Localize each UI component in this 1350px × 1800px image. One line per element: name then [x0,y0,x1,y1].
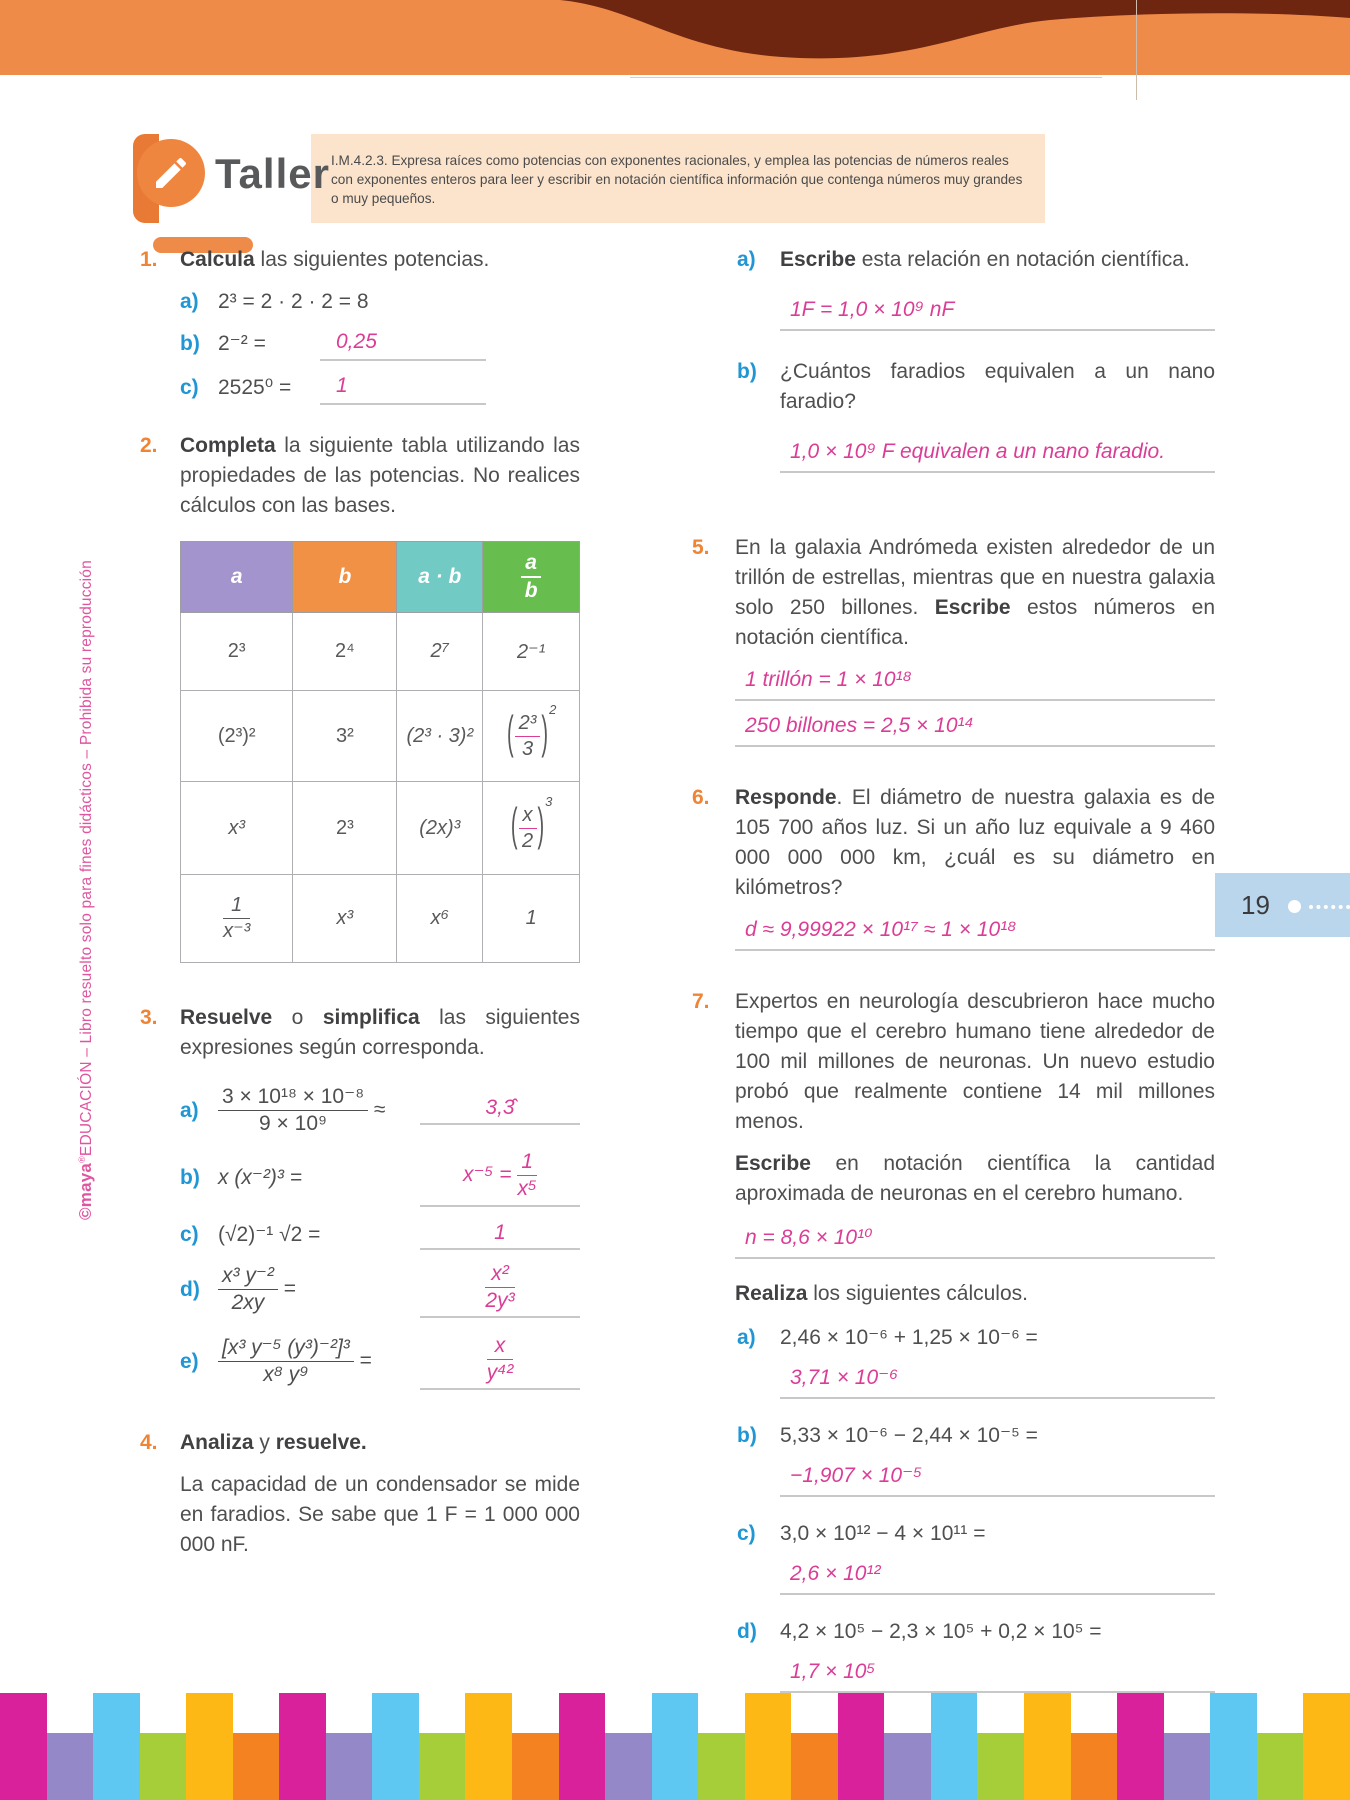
expression: (√2)⁻¹ √2 = [218,1223,321,1247]
item-label: d) [180,1277,200,1301]
footer-bar [326,1733,373,1800]
handwritten-answer: 3,3̂ [420,1096,580,1125]
exercise-3e [140,1334,580,1390]
page-number-tab [1215,873,1350,937]
cell-b: 3² [293,691,397,782]
title-verb: Analiza [180,1431,254,1455]
footer-bar [1164,1733,1211,1800]
footer-bar [1303,1693,1350,1800]
expression: 2³ = 2 · 2 · 2 = 8 [218,290,369,313]
page-number: 19 [1241,890,1270,920]
expression: 3,0 × 10¹² − 4 × 10¹¹ = [780,1522,986,1545]
exercise-1a [140,287,580,317]
item-label: b) [180,332,200,355]
exercise-7-body: Expertos en neurología descubrieron hace mucho tiempo que el cerebro humano tiene alrededor de 100 mil millones de neuronas. Un nuevo estudio probó que realmente contiene 14 mil millones menos. [735,990,1215,1133]
exercise-3-title: 3. Resuelve o simplifica las siguientes expresiones según corresponda. [140,1003,580,1063]
cell-a: (2³)² [181,691,293,782]
title-rest: las siguientes potencias. [254,248,490,271]
footer-bar [0,1693,47,1800]
footer-bar [465,1693,512,1800]
footer-bar [977,1733,1024,1800]
item-label: e) [180,1349,199,1373]
registered-mark: ® [76,1156,87,1163]
hairline-horizontal [630,77,1102,78]
cell-b: 2⁴ [293,613,397,691]
pencil-icon [137,139,205,207]
footer-bar [47,1733,94,1800]
exercise-3a [140,1085,580,1136]
item-label: c) [180,376,199,399]
handwritten-answer: d ≈ 9,99922 × 10¹⁷ ≈ 1 × 10¹⁸ [735,913,1215,951]
handwritten-answer: 1 trillón = 1 × 10¹⁸ [735,663,1215,701]
cell-ab-answer: 2⁷ [397,613,483,691]
footer-bar [186,1693,233,1800]
footer-bar [1210,1693,1257,1800]
cell-b: 2³ [293,782,397,875]
title-verb: Calcula [180,248,255,271]
table-header-row [181,542,580,613]
header-b: b [293,542,397,613]
cell-q-answer: ( $\frac{\text{2³}}{3}$ )$^2$ [483,691,580,782]
footer-bar [884,1733,931,1800]
copyright-text: EDUCACIÓN – Libro resuelto solo para fines didácticos – Prohibida su reproducción [78,560,95,1157]
footer-bar [791,1733,838,1800]
handwritten-answer: n = 8,6 × 10¹⁰ [735,1221,1215,1259]
footer-bar [745,1693,792,1800]
cell-ab-answer: (2x)³ [397,782,483,875]
exercise-5: 5. En la galaxia Andrómeda existen alrededor de un trillón de estrellas, mientras que en nuestra galaxia solo 250 billones. Escribe estos números en notación científica. [692,533,1215,653]
footer-bar [279,1693,326,1800]
footer-bar [605,1733,652,1800]
footer-bar [698,1733,745,1800]
badge-title: Taller [215,150,330,197]
badge-standard-box [311,134,1045,223]
exercise-3b [140,1150,580,1206]
cell-q-answer: 2⁻¹ [483,613,580,691]
item-label: b) [180,1166,200,1190]
exercise-4b [692,357,1215,417]
exercise-1c [140,371,580,405]
exercise-1b [140,327,580,361]
table-row [181,875,580,963]
footer-bar [1257,1733,1304,1800]
item-label: d) [737,1620,757,1643]
exercise-3c [140,1221,580,1250]
handwritten-answer: $\frac{\text{x²}}{\text{2y³}}$ [420,1262,580,1318]
handwritten-answer: 0,25 [320,327,486,361]
handwritten-answer: $\frac{x}{\text{y⁴²}}$ [420,1334,580,1390]
handwritten-answer: 1,7 × 10⁵ [780,1655,1215,1693]
cell-a: $\frac{1}{\text{x⁻³}}$ [181,875,293,963]
header-a-over-b: $\frac{a}{b}$ [483,542,580,613]
exercise-3d [140,1262,580,1318]
footer-bar [512,1733,559,1800]
item-label: a) [737,248,756,271]
title-verb-2: simplifica [322,1006,420,1029]
table-row [181,613,580,691]
footer-bar [419,1733,466,1800]
footer-bar [652,1693,699,1800]
table-row [181,691,580,782]
exercise-1-title [140,245,580,275]
exercise-number: 1. [140,248,158,271]
item-label: b) [737,1424,757,1447]
title-verb: Completa [180,434,276,457]
header-a: a [181,542,293,613]
calc-c [692,1519,1215,1549]
question-text: ¿Cuántos faradios equivalen a un nano faradio? [780,360,1215,413]
expression: $\frac{\text{3 × 10¹⁸ × 10⁻⁸}}{\text{9 × 10⁹}}$ ≈ [218,1085,420,1136]
handwritten-answer: 1 [320,371,486,405]
maya-logo: ©maya [76,1162,95,1220]
cell-q-answer: ( $\frac{x}{2}$ )$^3$ [483,782,580,875]
exercise-2-title [140,431,580,521]
expression: 4,2 × 10⁵ − 2,3 × 10⁵ + 0,2 × 10⁵ = [780,1620,1102,1643]
exercise-number: 4. [140,1431,158,1455]
right-column [692,245,1215,1693]
top-orange-band [0,0,1350,75]
footer-bar [372,1693,419,1800]
exercise-number: 2. [140,434,158,457]
item-label: a) [737,1326,756,1349]
expression: 2⁻² = [218,332,266,355]
exercise-6: 6. Responde. El diámetro de nuestra galaxia es de 105 700 años luz. Si un año luz equivale a 9 460 000 000 000 km, ¿cuál es su diámetro en kilómetros? [692,783,1215,903]
handwritten-answer: 1F = 1,0 × 10⁹ nF [780,293,1215,331]
footer-bar [140,1733,187,1800]
exercise-4-body: La capacidad de un condensador se mide en faradios. Se sabe que 1 F = 1 000 000 000 nF. [180,1473,580,1557]
handwritten-answer: 1,0 × 10⁹ F equivalen a un nano faradio. [780,435,1215,473]
cell-b: x³ [293,875,397,963]
standard-text: I.M.4.2.3. Expresa raíces como potencias con exponentes racionales, y emplea las potencias de números reales con exponentes enteros para leer y escribir en notación científica información que contenga números muy grandes o muy pequeños. [331,153,1023,206]
title-rest: la siguiente tabla utilizando las propiedades de las potencias. No realices cálculos con las bases. [180,434,580,517]
exercise-number: 3. [140,1006,158,1029]
title-verb-2: resuelve. [275,1431,367,1455]
handwritten-answer: 3,71 × 10⁻⁶ [780,1361,1215,1399]
exercise-number: 5. [692,536,710,559]
hairline-vertical [1136,0,1137,100]
expression: 2525⁰ = [218,376,292,399]
exercise-7 [692,987,1215,1137]
exercise-4-title: 4. Analiza y resuelve. [140,1428,580,1458]
exercise-4a: a) Escribe esta relación en notación científica. [692,245,1215,275]
footer-bar [1071,1733,1118,1800]
cell-ab-answer: x⁶ [397,875,483,963]
footer-bar [1117,1693,1164,1800]
title-verb: Resuelve [180,1006,273,1029]
exercise-7-instruction: Escribe en notación científica la cantidad aproximada de neuronas en el cerebro humano. [735,1152,1215,1205]
expression: 2,46 × 10⁻⁶ + 1,25 × 10⁻⁶ = [780,1326,1038,1349]
cell-q-answer: 1 [483,875,580,963]
handwritten-answer: 2,6 × 10¹² [780,1557,1215,1595]
dotted-line [1309,905,1350,909]
expression: x (x⁻²)³ = [218,1166,302,1190]
handwritten-answer: −1,907 × 10⁻⁵ [780,1459,1215,1497]
item-label: a) [180,1098,199,1122]
handwritten-answer: 250 billones = 2,5 × 10¹⁴ [735,709,1215,747]
table-row [181,782,580,875]
calc-b [692,1421,1215,1451]
calc-d [692,1617,1215,1647]
footer-bar [93,1693,140,1800]
title-rest: las siguientes expresiones según corresponda. [180,1006,580,1059]
handwritten-answer: 1 [420,1221,580,1250]
footer-color-bars [0,1693,1350,1800]
calc-a [692,1323,1215,1353]
item-label: c) [737,1522,756,1545]
expression: $\frac{\text{x³ y⁻²}}{2xy}$ = [218,1264,420,1315]
header-a-times-b: a · b [397,542,483,613]
cell-a: 2³ [181,613,293,691]
item-label: c) [180,1223,199,1247]
handwritten-answer: x⁻⁵ = $\frac{1}{\text{x⁵}}$ [420,1150,580,1206]
dot-marker [1288,900,1301,913]
exercise-number: 6. [692,786,710,809]
brown-wave-decoration [560,0,1350,75]
left-column [140,245,580,1572]
taller-badge [133,134,1045,223]
item-label: a) [180,290,199,313]
expression: $\frac{\text{[x³ y⁻⁵ (y³)⁻²]³}}{\text{x⁸ y⁹}}$ = [218,1336,420,1387]
footer-bar [838,1693,885,1800]
cell-a: x³ [181,782,293,875]
footer-bar [233,1733,280,1800]
exercise-7-calcs-title: Realiza los siguientes cálculos. [735,1282,1028,1305]
exercise-number: 7. [692,990,710,1013]
expression: 5,33 × 10⁻⁶ − 2,44 × 10⁻⁵ = [780,1424,1038,1447]
footer-bar [931,1693,978,1800]
sidebar-copyright [76,560,96,1220]
footer-bar [559,1693,606,1800]
footer-bar [1024,1693,1071,1800]
item-label: b) [737,360,757,383]
cell-ab-answer: (2³ · 3)² [397,691,483,782]
powers-table [180,541,580,963]
